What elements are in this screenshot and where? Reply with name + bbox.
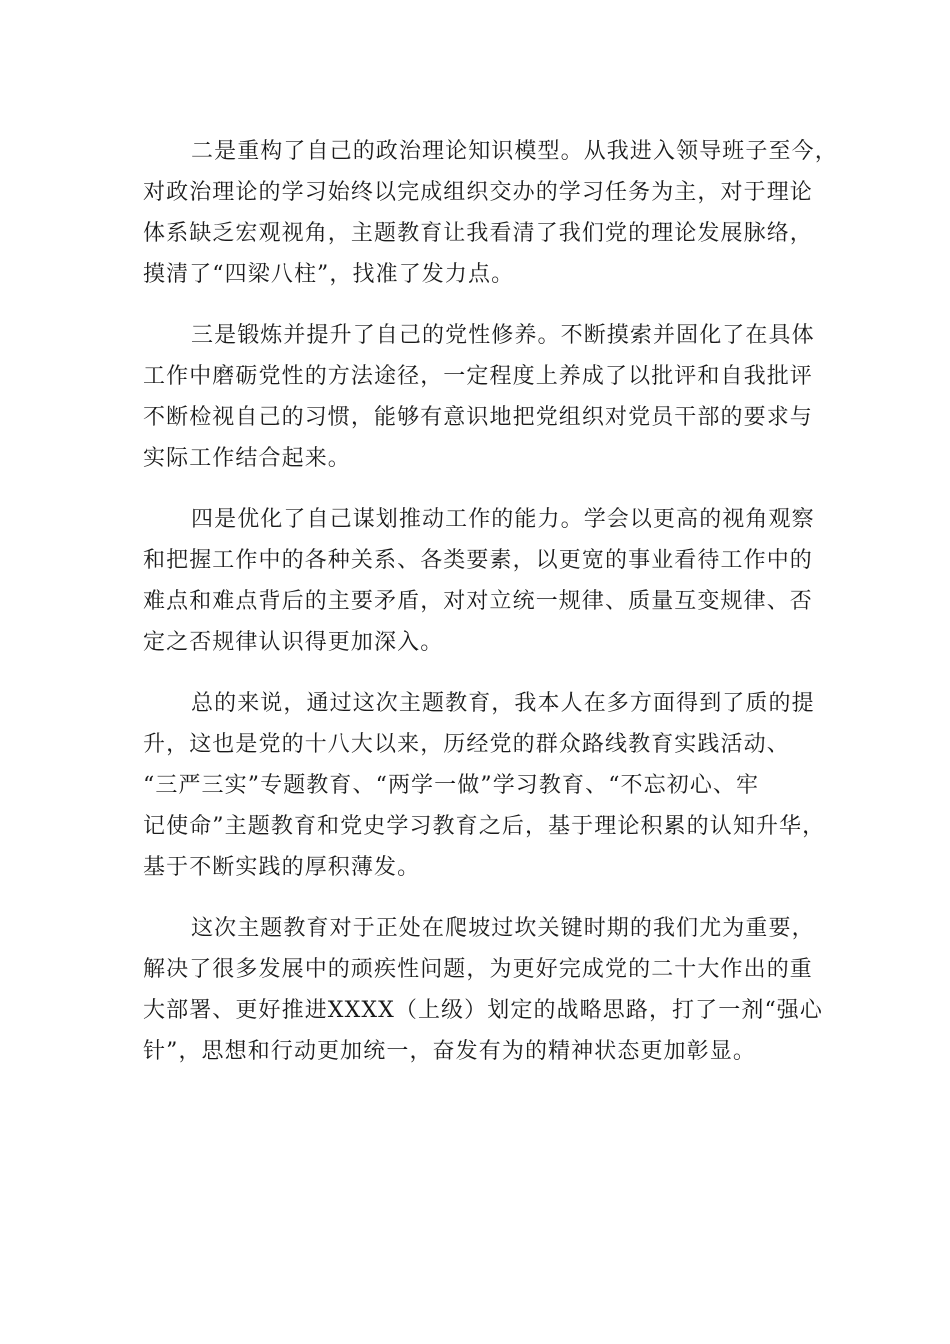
text-line: 体系缺乏宏观视角，主题教育让我看清了我们党的理论发展脉络，: [143, 221, 813, 246]
text-line: 基于不断实践的厚积薄发。: [143, 855, 421, 880]
text-line: 大部署、更好推进XXXX（上级）划定的战略思路，打了一剂“强心: [143, 998, 823, 1023]
paragraph-work-ability: [143, 499, 815, 663]
text-line: 实际工作结合起来。: [143, 446, 351, 471]
text-line: 升，这也是党的十八大以来，历经党的群众路线教育实践活动、: [143, 732, 790, 757]
paragraph-party-theory: [143, 131, 838, 295]
text-line: 二是重构了自己的政治理论知识模型。从我进入领导班子至今，: [191, 139, 838, 164]
text-line: “三严三实”专题教育、“两学一做”学习教育、“不忘初心、牢: [143, 773, 760, 798]
paragraph-summary: [143, 683, 826, 888]
text-line: 定之否规律认识得更加深入。: [143, 630, 444, 655]
text-line: 难点和难点背后的主要矛盾，对对立统一规律、质量互变规律、否: [143, 589, 813, 614]
text-line: 四是优化了自己谋划推动工作的能力。学会以更高的视角观察: [191, 507, 815, 532]
document-body: [143, 131, 838, 1092]
text-line: 工作中磨砺党性的方法途径，一定程度上养成了以批评和自我批评: [143, 364, 813, 389]
text-line: 这次主题教育对于正处在爬坡过坎关键时期的我们尤为重要，: [191, 916, 815, 941]
text-line: 记使命”主题教育和党史学习教育之后，基于理论积累的认知升华，: [143, 814, 826, 839]
paragraph-party-spirit: [143, 315, 815, 479]
text-line: 总的来说，通过这次主题教育，我本人在多方面得到了质的提: [191, 691, 815, 716]
paragraph-conclusion: [143, 908, 823, 1072]
text-line: 对政治理论的学习始终以完成组织交办的学习任务为主，对于理论: [143, 180, 813, 205]
text-line: 摸清了“四梁八柱”，找准了发力点。: [143, 262, 515, 287]
text-line: 和把握工作中的各种关系、各类要素，以更宽的事业看待工作中的: [143, 548, 813, 573]
text-line: 解决了很多发展中的顽疾性问题，为更好完成党的二十大作出的重: [143, 957, 813, 982]
text-line: 针”，思想和行动更加统一，奋发有为的精神状态更加彰显。: [143, 1039, 756, 1064]
text-line: 不断检视自己的习惯，能够有意识地把党组织对党员干部的要求与: [143, 405, 813, 430]
text-line: 三是锻炼并提升了自己的党性修养。不断摸索并固化了在具体: [191, 323, 815, 348]
